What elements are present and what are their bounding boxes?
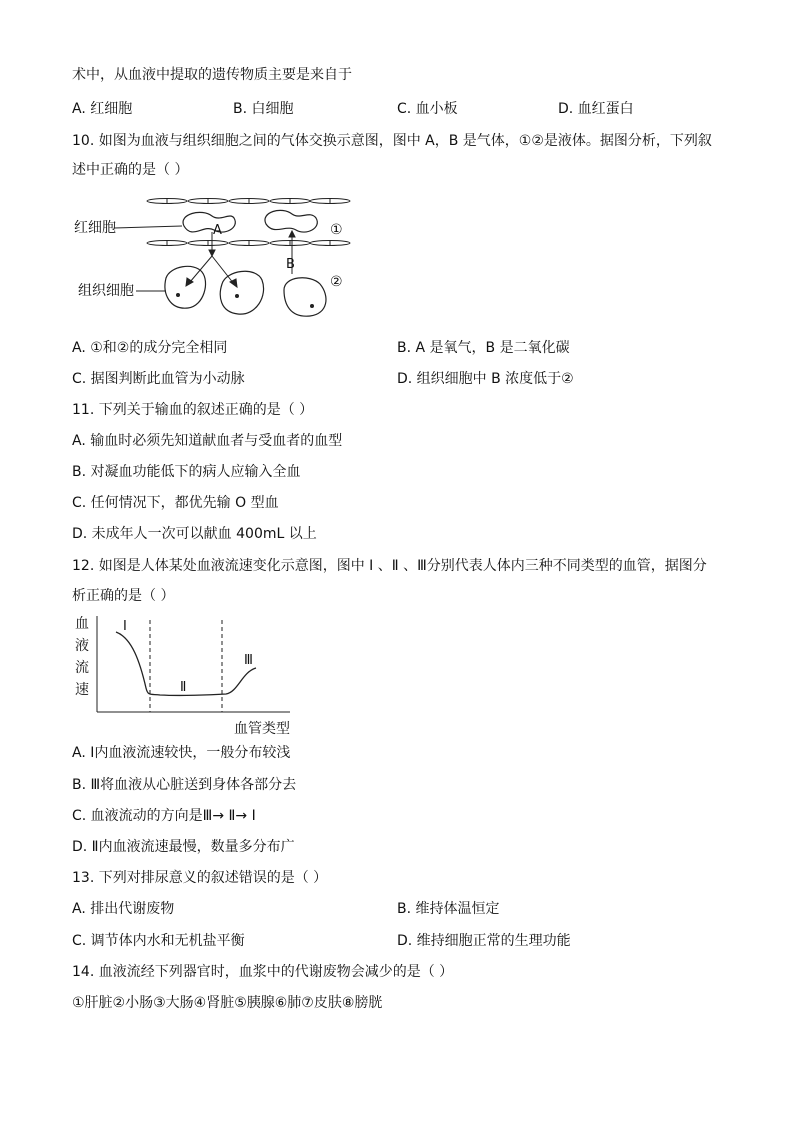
red-blood-cell-1 [183,212,235,232]
q10-option-b: B. A 是氧气，B 是二氧化碳 [397,340,570,356]
capillary-wall-bottom [147,240,350,246]
q9-option-c: C. 血小板 [397,101,458,117]
q12-option-b: B. Ⅲ将血液从心脏送到身体各部分去 [72,777,297,793]
label-gas-a: A [213,223,222,238]
q10-stem-line1: 10. 如图为血液与组织细胞之间的气体交换示意图，图中 A，B 是气体，①②是液体。据图分析，下列叙 [72,133,712,149]
q9-stem-tail: 术中，从血液中提取的遗传物质主要是来自于 [72,67,352,83]
y-label-char-4: 速 [75,682,89,698]
rbc-leader-line [114,226,182,228]
gas-exchange-figure [74,190,364,325]
q11-option-c: C. 任何情况下，都优先输 O 型血 [72,495,279,511]
arrow-to-cell-1 [190,256,212,282]
tissue-cell-2-nucleus [235,294,239,298]
tissue-cell-3 [284,278,326,316]
q13-option-d: D. 维持细胞正常的生理功能 [397,933,571,949]
label-tissue-cell: 组织细胞 [78,283,134,299]
q11-option-a: A. 输血时必须先知道献血者与受血者的血型 [72,433,343,449]
tissue-cell-1 [165,266,206,308]
label-vessel-II: Ⅱ [180,680,187,695]
q13-stem: 13. 下列对排尿意义的叙述错误的是（ ） [72,870,328,886]
gas-b-arrowhead [289,231,295,237]
label-red-blood-cell: 红细胞 [74,220,116,236]
label-liquid-2: ② [330,274,343,290]
y-label-char-3: 流 [75,660,89,676]
x-axis-label: 血管类型 [234,721,290,737]
label-vessel-I: Ⅰ [123,619,127,634]
q10-option-a: A. ①和②的成分完全相同 [72,340,228,356]
label-gas-b: B [286,257,295,272]
q11-option-d: D. 未成年人一次可以献血 400mL 以上 [72,526,317,542]
q10-stem-line2: 述中正确的是（ ） [72,162,189,178]
label-vessel-III: Ⅲ [244,653,253,668]
q13-option-b: B. 维持体温恒定 [397,901,500,917]
q9-option-d: D. 血红蛋白 [558,101,634,117]
y-label-char-1: 血 [75,616,89,632]
tissue-cell-3-nucleus [310,304,314,308]
q12-option-c: C. 血液流动的方向是Ⅲ→ Ⅱ→ Ⅰ [72,808,256,824]
q12-option-a: A. Ⅰ内血液流速较快，一般分布较浅 [72,745,291,761]
q12-stem-line1: 12. 如图是人体某处血液流速变化示意图，图中 Ⅰ 、Ⅱ 、Ⅲ分别代表人体内三种不同类型的血管，据图分 [72,558,707,574]
q14-stem: 14. 血液流经下列器官时，血浆中的代谢废物会减少的是（ ） [72,964,454,980]
gas-a-arrowhead [209,250,215,256]
q10-option-c: C. 据图判断此血管为小动脉 [72,371,245,387]
q14-organ-list: ①肝脏②小肠③大肠④肾脏⑤胰腺⑥肺⑦皮肤⑧膀胱 [72,995,383,1011]
q10-option-d: D. 组织细胞中 B 浓度低于② [397,371,574,387]
q9-option-b: B. 白细胞 [233,101,294,117]
tissue-cell-1-nucleus [176,293,180,297]
arrow-to-cell-2 [212,256,234,284]
q9-option-a: A. 红细胞 [72,101,133,117]
label-liquid-1: ① [330,222,343,238]
q13-option-c: C. 调节体内水和无机盐平衡 [72,933,245,949]
q11-stem: 11. 下列关于输血的叙述正确的是（ ） [72,402,314,418]
blood-flow-velocity-chart [70,612,310,738]
q12-option-d: D. Ⅱ内血液流速最慢，数量多分布广 [72,839,295,855]
q13-option-a: A. 排出代谢废物 [72,901,175,917]
q11-option-b: B. 对凝血功能低下的病人应输入全血 [72,464,301,480]
capillary-wall-top [147,198,350,204]
red-blood-cell-2 [265,210,317,232]
tissue-cell-2 [220,271,263,314]
q12-stem-line2: 析正确的是（ ） [72,588,175,604]
y-label-char-2: 液 [75,638,89,654]
